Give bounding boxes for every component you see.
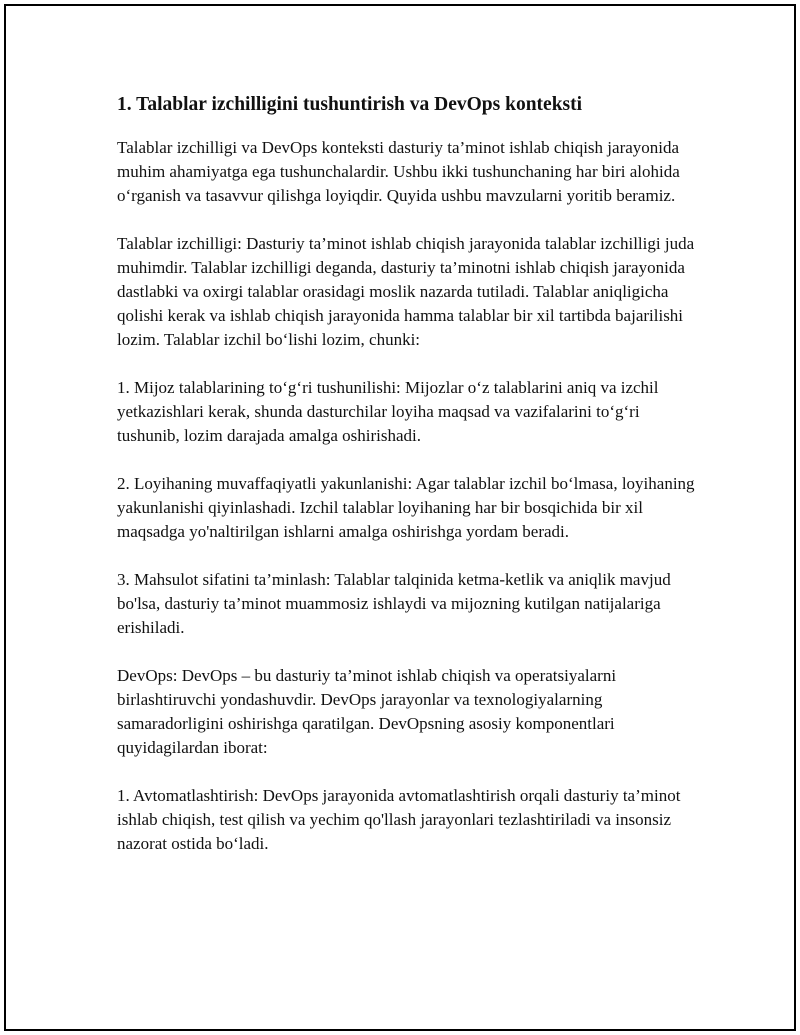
document-body xyxy=(117,92,697,880)
list-item-client-requirements: 1. Mijoz talablarining toʻgʻri tushunilishi: Mijozlar oʻz talablarini aniq va izchil yetkazishlari kerak, shunda dasturchilar loyiha maqsad va vazifalarini toʻgʻri tushunib, lozim darajada amalga oshirishadi. xyxy=(117,378,659,445)
devops-paragraph: DevOps: DevOps – bu dasturiy ta’minot ishlab chiqish va operatsiyalarni birlashtiruvchi yondashuvdir. DevOps jarayonlar va texnologiyalarning samaradorligini oshirishga qaratilgan. DevOpsning asosiy komponentlari quyidagilardan iborat: xyxy=(117,666,617,757)
intro-paragraph: Talablar izchilligi va DevOps konteksti dasturiy ta’minot ishlab chiqish jarayonida muhim ahamiyatga ega tushunchalardir. Ushbu ikki tushunchaning har biri alohida oʻrganish va tasavvur qilishga loyiqdir. Quyida ushbu mavzularni yoritib beramiz. xyxy=(117,138,680,205)
list-item-automation: 1. Avtomatlashtirish: DevOps jarayonida avtomatlashtirish orqali dasturiy ta’minot ishlab chiqish, test qilish va yechim qo'llash jarayonlari tezlashtiriladi va insonsiz nazorat ostida boʻladi. xyxy=(117,786,681,853)
list-item-product-quality: 3. Mahsulot sifatini ta’minlash: Talablar talqinida ketma-ketlik va aniqlik mavjud bo'lsa, dasturiy ta’minot muammosiz ishlaydi va mijozning kutilgan natijalariga erishiladi. xyxy=(117,570,671,637)
section-heading: 1. Talablar izchilligini tushuntirish va DevOps konteksti xyxy=(117,94,583,115)
list-item-project-completion: 2. Loyihaning muvaffaqiyatli yakunlanishi: Agar talablar izchil boʻlmasa, loyihaning yakunlanishi qiyinlashadi. Izchil talablar loyihaning har bir bosqichida bir xil maqsadga yo'naltirilgan ishlarni amalga oshirishga yordam beradi. xyxy=(117,474,695,541)
requirements-consistency-paragraph: Talablar izchilligi: Dasturiy ta’minot ishlab chiqish jarayonida talablar izchilligi juda muhimdir. Talablar izchilligi deganda, dasturiy ta’minotni ishlab chiqish jarayonida dastlabki va oxirgi talablar orasidagi moslik nazarda tutiladi. Talablar aniqligicha qolishi kerak va ishlab chiqish jarayonida hamma talablar bir xil tartibda bajarilishi lozim. Talablar izchil boʻlishi lozim, chunki: xyxy=(117,234,695,349)
